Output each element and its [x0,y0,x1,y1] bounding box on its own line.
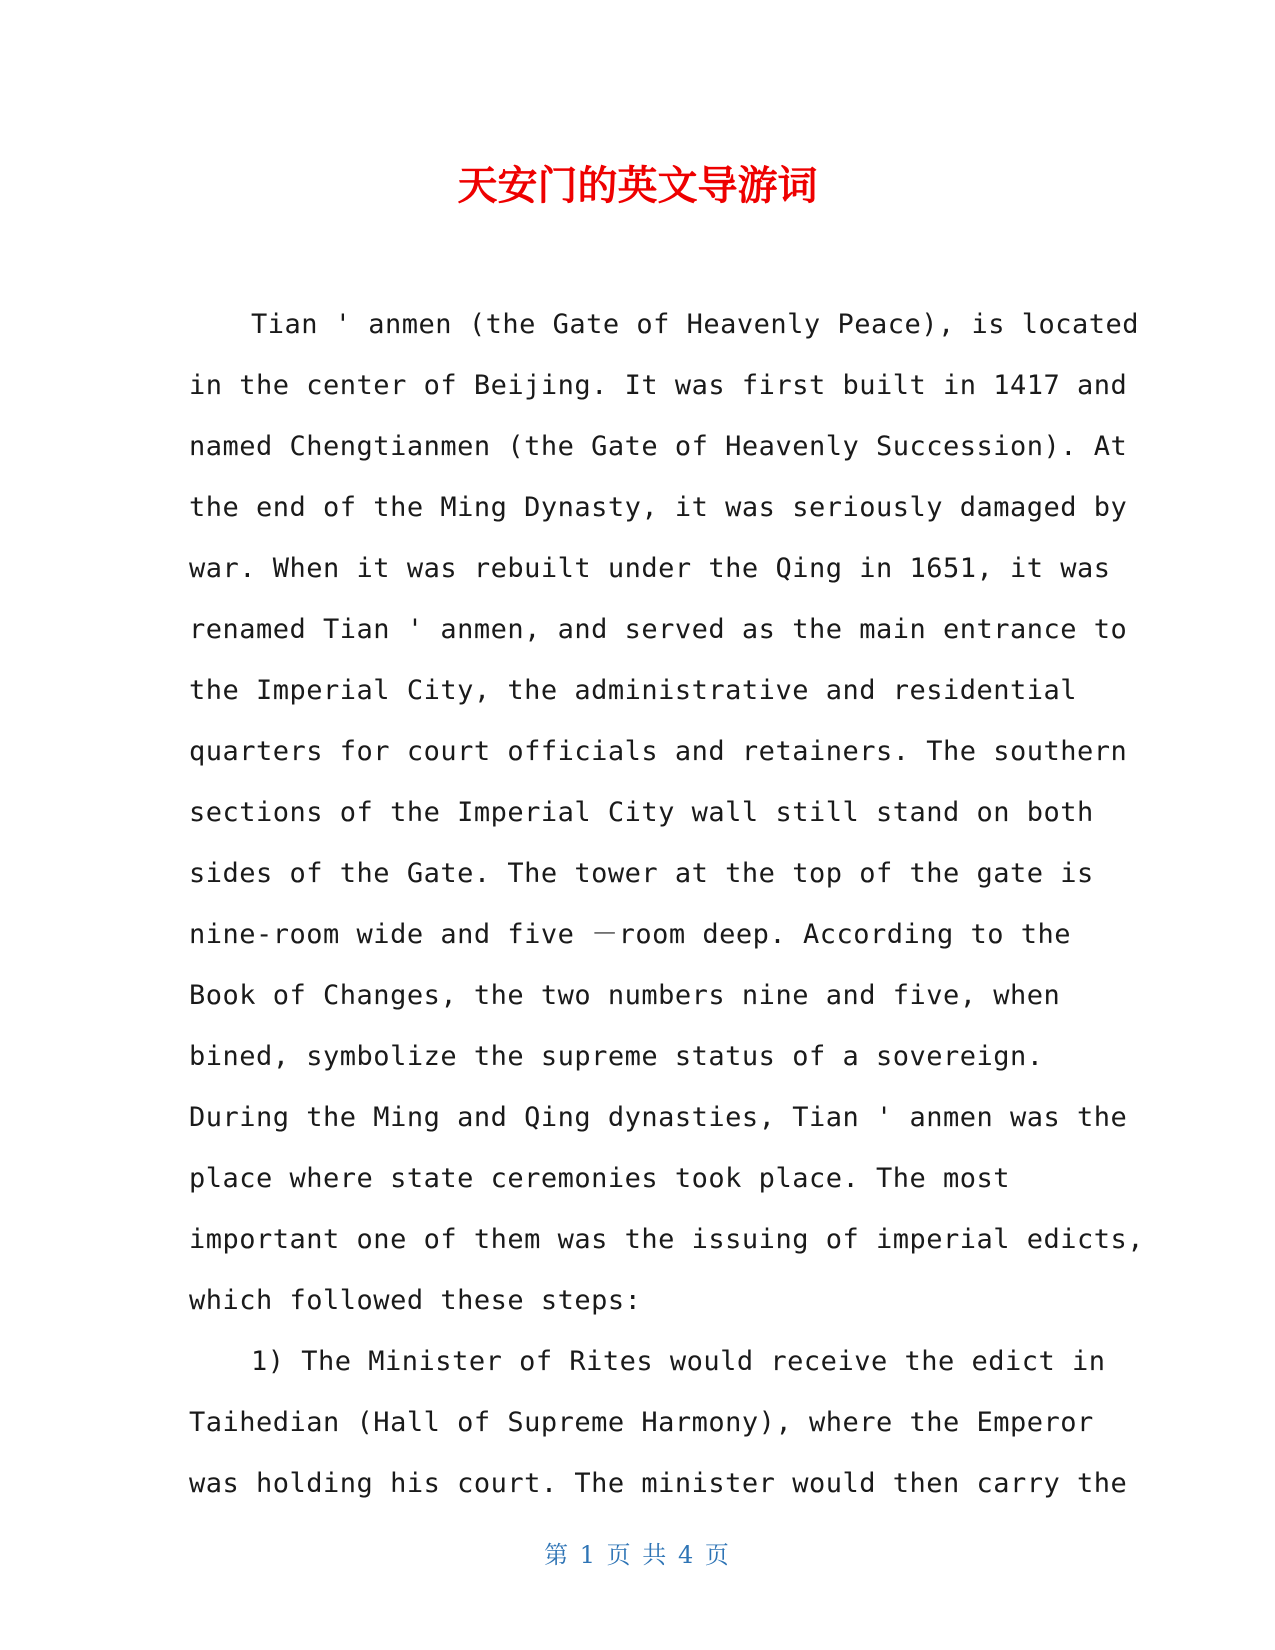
text-line: in the center of Beijing. It was first built in 1417 and [189,370,1128,401]
text-line: sides of the Gate. The tower at the top of the gate is [189,858,1094,889]
text-line: nine-room wide and five －room deep. According to the [189,919,1072,950]
text-line: quarters for court officials and retainers. The southern [189,736,1128,767]
text-line: Book of Changes, the two numbers nine and five, when [189,980,1061,1011]
text-line: which followed these steps: [189,1285,642,1316]
text-line: Tian ' anmen (the Gate of Heavenly Peace), is located [251,309,1140,340]
text-line: bined, symbolize the supreme status of a sovereign. [189,1041,1044,1072]
text-line: 1) The Minister of Rites would receive the edict in [251,1346,1106,1377]
text-line: was holding his court. The minister would then carry the [189,1468,1128,1499]
text-line: the Imperial City, the administrative and residential [189,675,1078,706]
text-line: named Chengtianmen (the Gate of Heavenly Succession). At [189,431,1128,462]
document-title: 天安门的英文导游词 [457,163,818,209]
text-line: renamed Tian ' anmen, and served as the main entrance to [189,614,1128,645]
page-footer: 第 1 页 共 4 页 [544,1541,731,1569]
text-line: Taihedian (Hall of Supreme Harmony), where the Emperor [189,1407,1094,1438]
text-line: place where state ceremonies took place. The most [189,1163,1011,1194]
text-line: important one of them was the issuing of imperial edicts, [189,1224,1145,1255]
text-line: During the Ming and Qing dynasties, Tian ' anmen was the [189,1102,1128,1133]
body-text [189,294,1145,1514]
text-line: the end of the Ming Dynasty, it was seriously damaged by [189,492,1128,523]
text-line: war. When it was rebuilt under the Qing in 1651, it was [189,553,1111,584]
text-line: sections of the Imperial City wall still stand on both [189,797,1094,828]
